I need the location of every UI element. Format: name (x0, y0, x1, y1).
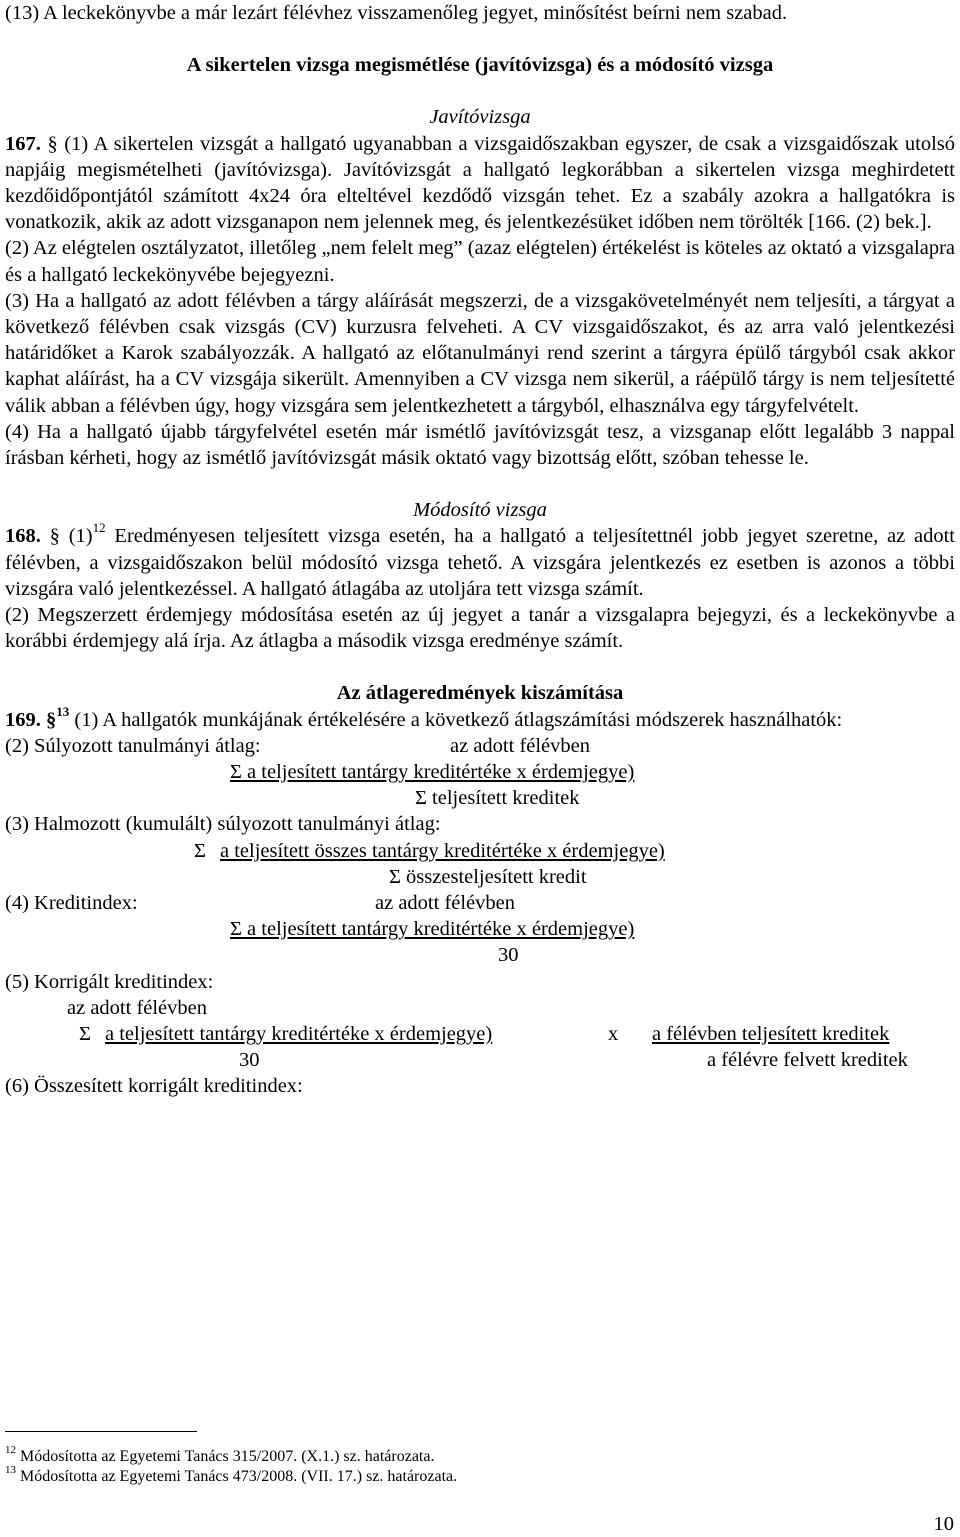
page-number: 10 (933, 1513, 954, 1535)
formula-4-denominator: 30 (498, 944, 519, 967)
section-169-para-1: 169. §$^{13}$ (1) A hallgatók munkájának értékelésére a következő átlagszámítási módszerek használhatók: (5, 703, 843, 731)
formula-4-row-1: (4) Kreditindex: az adott félévben (5, 892, 516, 914)
section-167-para-1: 167. § (1) A sikertelen vizsgát a hallgató ugyanabban a vizsgaidőszakban egyszer, de csak a vizsgaidőszak utolsó napjáig megismételheti (javítóvizsga). Javítóvizsgát a hallgató legkorábban a sikertelen vizsga meghirdetett kezdőidőpontjától számított 4x24 óra elteltével kezdődő vizsgán tehet. Ez a szabály azokra a hallgatókra is vonatkozik, akik az adott vizsganapon nem jelennek meg, és jelentkezésüket időben nem törölték [166. (2) bek.]. (5, 132, 956, 234)
section-168-para-2: (2) Megszerzett érdemjegy módosítása esetén az új jegyet a tanár a vizsgalapra bejegyzi, és a leckekönyvbe a korábbi érdemjegy alá írja. Az átlagba a második vizsga eredménye számít. (5, 604, 955, 653)
formula-3-denominator: Σ összesteljesített kredit (389, 865, 587, 888)
footnote-12: $^{12}$ Módosította az Egyetemi Tanács 315/2007. (X.1.) sz. határozata. (5, 1444, 435, 1465)
formula-2-denominator: Σ teljesített kreditek (415, 787, 580, 810)
formula-2-numerator: Σ a teljesített tantárgy kreditértéke x érdemjegye) (230, 761, 635, 784)
heading-main: A sikertelen vizsga megismétlése (javítóvizsga) és a módosító vizsga (186, 54, 774, 77)
heading-modosito: Módosító vizsga (413, 499, 547, 522)
paragraph-13: (13) A leckekönyvbe a már lezárt félévhez visszamenőleg jegyet, minősítést beírni nem szabad. (5, 2, 788, 24)
section-167-para-2: (2) Az elégtelen osztályzatot, illetőleg „nem felelt meg” (azaz elégtelen) értékelést is köteles az oktató a vizsgalapra és a hallgató leckekönyvébe bejegyezni. (5, 237, 955, 286)
heading-javitovizsga: Javítóvizsga (429, 106, 531, 129)
footnote-13: $^{13}$ Módosította az Egyetemi Tanács 473/2008. (VII. 17.) sz. határozata. (5, 1464, 458, 1485)
formula-5-label: (5) Korrigált kreditindex: (5, 970, 214, 993)
footnote-ref-12[interactable]: 12 (92, 520, 106, 536)
section-168-para-1: 168. § $(1)^{12}$ Eredményesen teljesített vizsga esetén, ha a hallgató a teljesítettnél jobb jegyet szeretne, az adott félévben, a vizsgaidőszakon belül módosító vizsga tehető. A vizsgára jelentkezés ez esetben is azonos a többi vizsgára való jelentkezéssel. A hallgató átlagába az utoljára tett vizsga számít. (5, 520, 956, 600)
formula-3-numerator: Σ a teljesített összes tantárgy kreditértéke x érdemjegye) (194, 839, 665, 862)
footnote-ref-13[interactable]: 13 (56, 703, 70, 719)
formula-5-numerator: Σ a teljesített tantárgy kreditértéke x érdemjegye) x a félévben teljesített kreditek (79, 1022, 890, 1045)
formula-5-denominator: 30 a félévre felvett kreditek (239, 1049, 908, 1072)
section-167-para-3: (3) Ha a hallgató az adott félévben a tárgy aláírását megszerzi, de a vizsgakövetelményét nem teljesíti, a tárgyat a következő félévben csak vizsgás (CV) kurzusra felveheti. A CV vizsgaidőszakot, és az arra való jelentkezési határidőket a Karok szabályozzák. A hallgató az előtanulmányi rend szerint a tárgyra épülő tárgyból csak akkor kaphat aláírást, ha a CV vizsgája sikerült. Amennyiben a CV vizsga nem sikerül, a ráépülő tárgy is nem teljesítetté válik abban a félévben úgy, hogy vizsgára sem jelentkezhetett a tárgyból, elhasználva egy tárgyfelvételt. (5, 289, 955, 417)
section-167-para-4: (4) Ha a hallgató újabb tárgyfelvétel esetén már ismétlő javítóvizsgát tesz, a vizsganap előtt legalább 3 nappal írásban kérheti, hogy az ismétlő javítóvizsgát másik oktató vagy bizottság előtt, szóban tehesse le. (5, 420, 955, 470)
formula-5-top: az adott félévben (67, 996, 208, 1019)
document-page (5, 0, 955, 1100)
formula-2-row-1: (2) Súlyozott tanulmányi átlag: az adott félévben (5, 734, 591, 757)
formula-4-numerator: Σ a teljesített tantárgy kreditértéke x érdemjegye) (230, 918, 635, 941)
heading-atlag: Az átlageredmények kiszámítása (336, 682, 624, 705)
formula-3-label: (3) Halmozott (kumulált) súlyozott tanulmányi átlag: (5, 813, 441, 836)
footnote-separator (5, 1431, 197, 1432)
formula-6-label: (6) Összesített korrigált kreditindex: (5, 1075, 303, 1098)
